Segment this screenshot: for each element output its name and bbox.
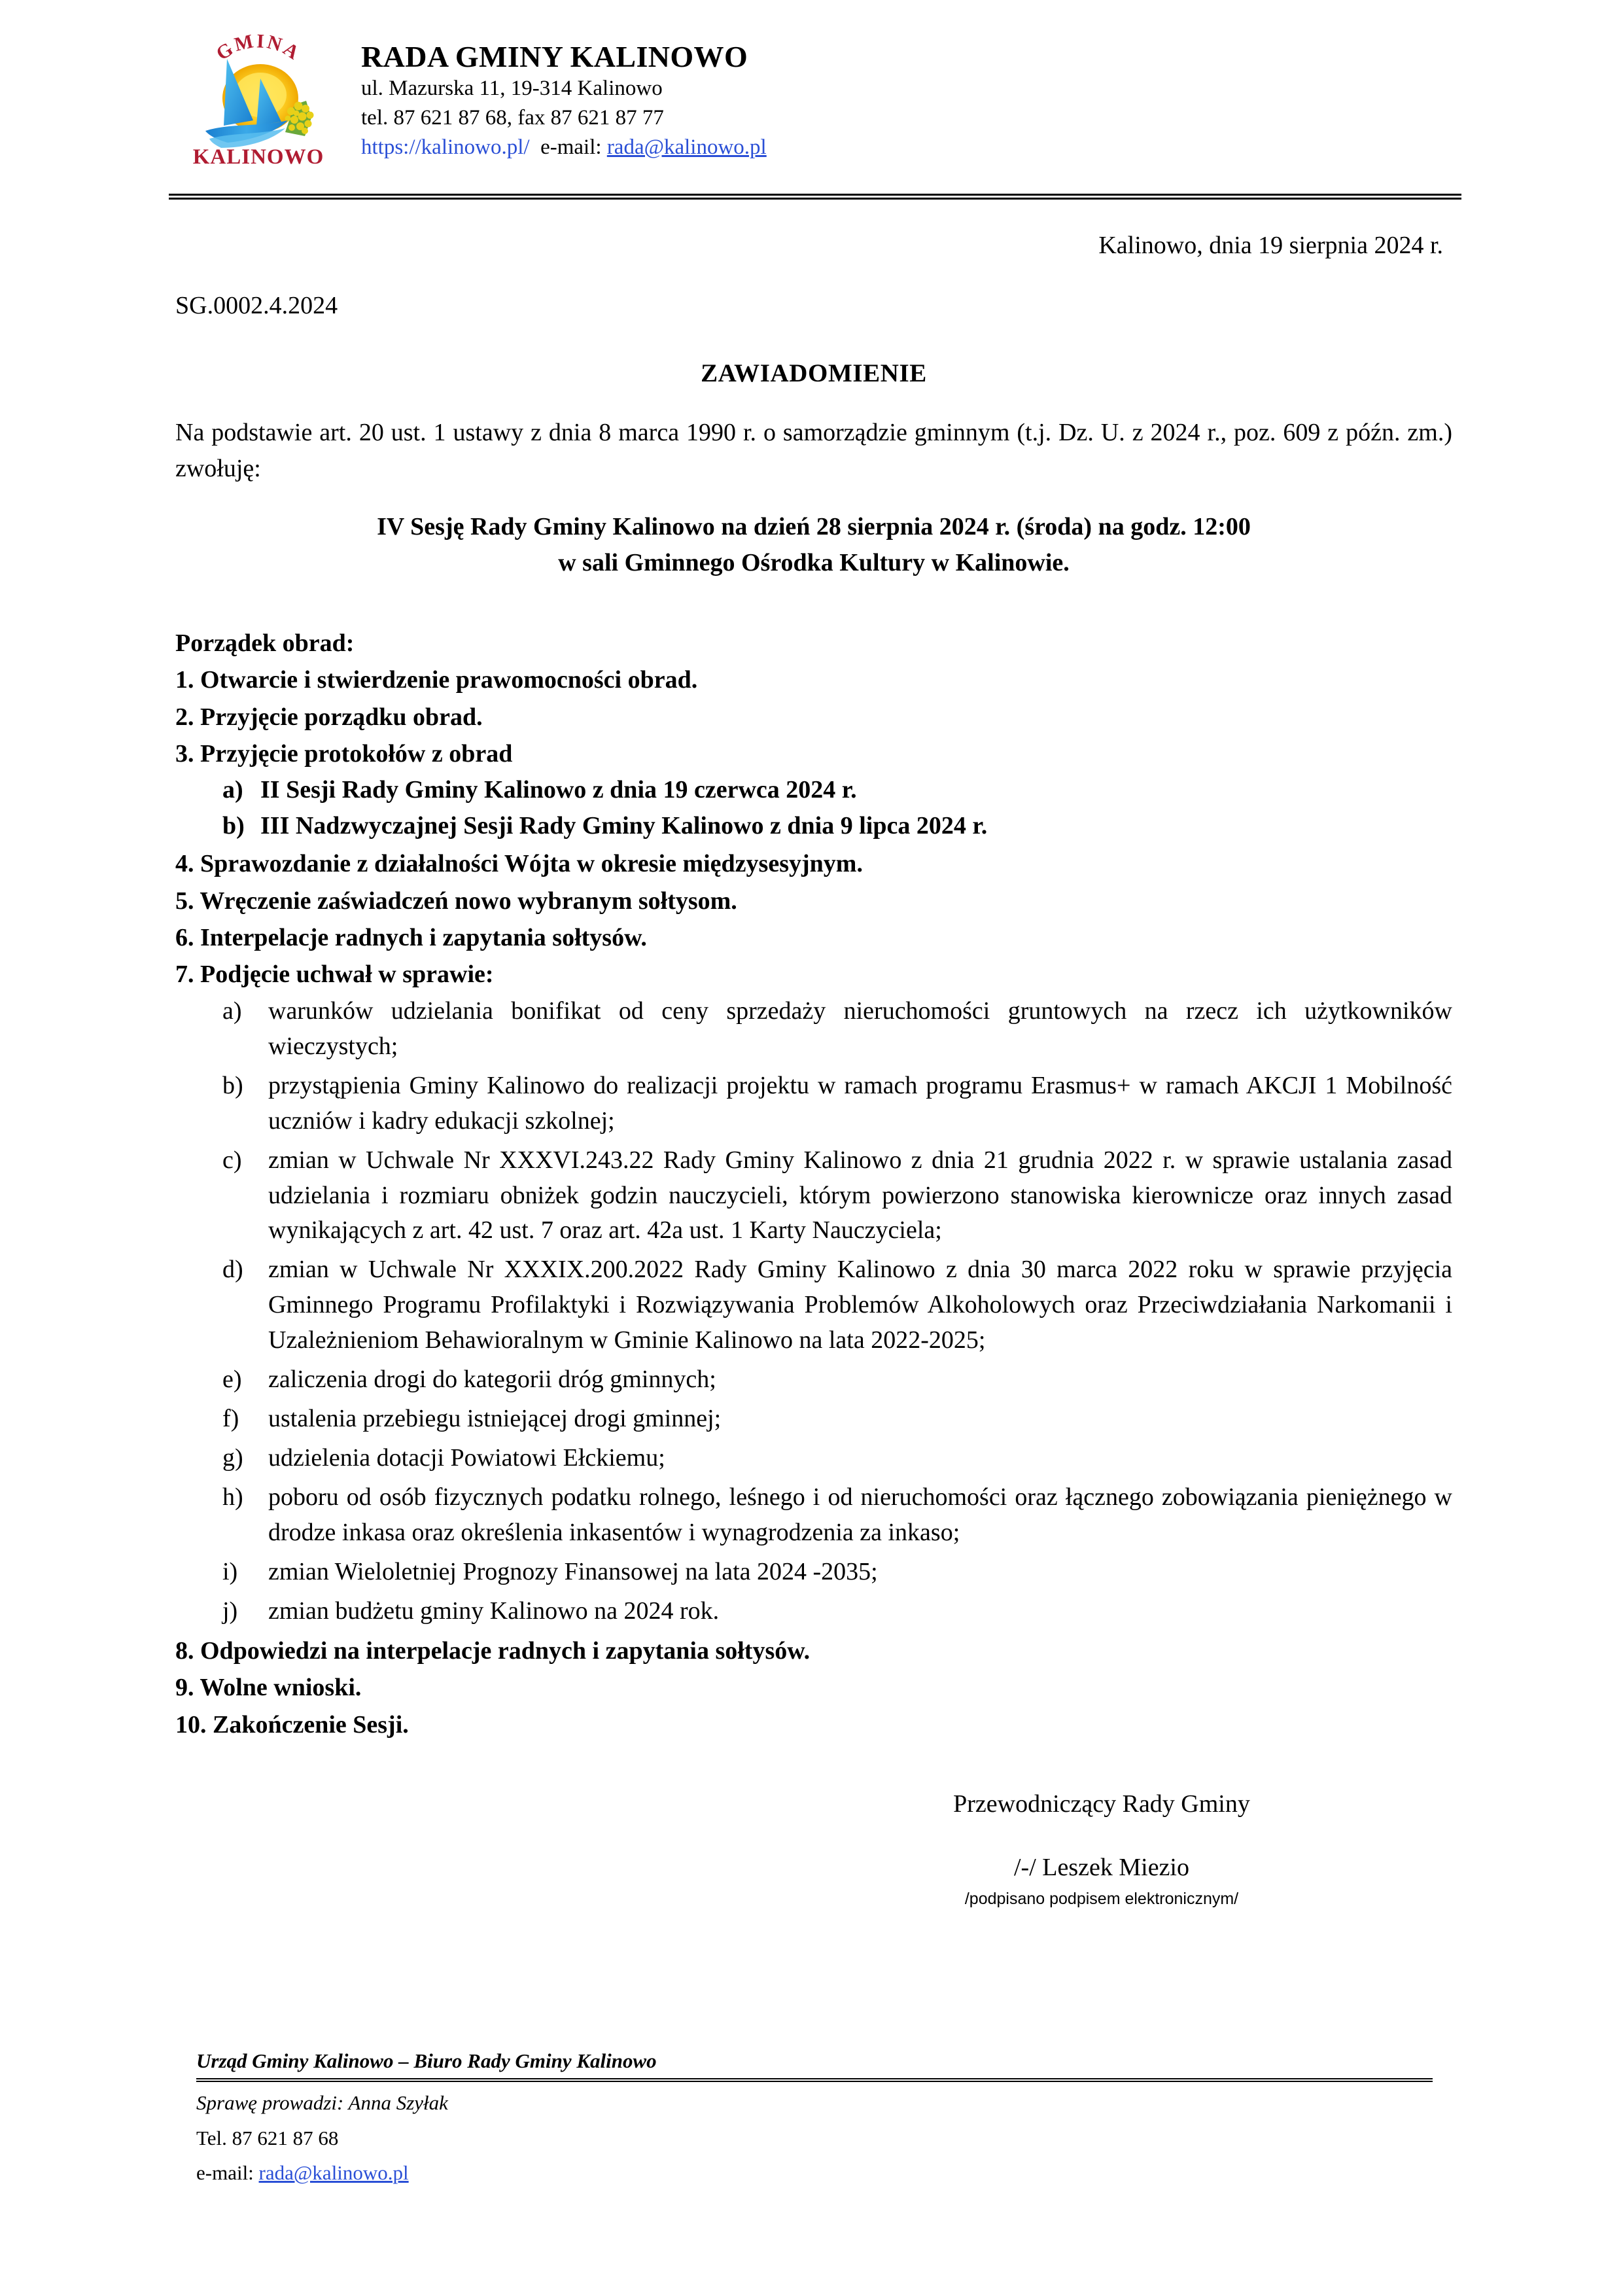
agenda-item-7-subitems	[222, 994, 1452, 1629]
signatory-role: Przewodniczący Rady Gminy	[953, 1790, 1250, 1818]
agenda-item-8: 8. Odpowiedzi na interpelacje radnych i zapytania sołtysów.	[175, 1636, 811, 1665]
email-label: e-mail:	[540, 135, 602, 160]
sub-text: zaliczenia drogi do kategorii dróg gminnych;	[268, 1366, 716, 1394]
session-line-2: w sali Gminnego Ośrodka Kultury w Kalinowie.	[558, 549, 1070, 577]
footer-case-handler: Sprawę prowadzi: Anna Szyłak	[196, 2091, 448, 2115]
letterhead	[175, 0, 1454, 168]
footer-office-name: Urząd Gminy Kalinowo – Biuro Rady Gminy Kalinowo	[196, 2049, 657, 2072]
sub-text: ustalenia przebiegu istniejącej drogi gminnej;	[268, 1405, 722, 1433]
signatory-name: /-/ Leszek Miezio	[1013, 1854, 1189, 1882]
document-footer	[196, 2048, 1452, 2187]
agenda-item-7-sub-a	[222, 994, 1452, 1065]
header-divider	[169, 194, 1461, 200]
agenda-heading: Porządek obrad:	[175, 629, 355, 658]
organization-block	[361, 33, 767, 162]
place-and-date: Kalinowo, dnia 19 sierpnia 2024 r.	[1098, 232, 1443, 259]
sub-text: udzielenia dotacji Powiatowi Ełckiemu;	[268, 1444, 665, 1472]
agenda-item-7-sub-i	[222, 1555, 1452, 1590]
sub-marker: e)	[222, 1366, 242, 1394]
agenda-item-7-sub-f	[222, 1402, 1452, 1437]
agenda-item-3-sub-b	[222, 811, 1452, 842]
organization-address: ul. Mazurska 11, 19-314 Kalinowo	[361, 76, 663, 100]
sub-marker: h)	[222, 1483, 243, 1511]
reference-number: SG.0002.4.2024	[175, 291, 338, 319]
sub-marker: d)	[222, 1256, 243, 1284]
sub-marker: a)	[222, 775, 243, 804]
logo-bottom-text: KALINOWO	[192, 145, 324, 168]
document-title: ZAWIADOMIENIE	[701, 359, 927, 387]
sub-text: przystąpienia Gminy Kalinowo do realizacji projektu w ramach programu Erasmus+ w ramach AKCJI 1 Mobilność uczniów i kadry edukacji szkolnej;	[268, 1071, 1452, 1135]
sub-marker: c)	[222, 1146, 242, 1174]
footer-email-line	[196, 2159, 1452, 2187]
sub-marker: j)	[222, 1597, 238, 1625]
session-announcement	[175, 509, 1452, 581]
agenda-item-7-sub-b	[222, 1069, 1452, 1139]
agenda-item-10: 10. Zakończenie Sesji.	[175, 1710, 409, 1739]
legal-basis-paragraph: Na podstawie art. 20 ust. 1 ustawy z dnia 8 marca 1990 r. o samorządzie gminnym (t.j. Dz. U. z 2024 r., poz. 609 z późn. zm.) zwołuję:	[175, 418, 1452, 482]
logo-top-text: GMINA	[212, 29, 305, 65]
agenda-item-7-sub-g	[222, 1441, 1452, 1476]
sub-text: II Sesji Rady Gminy Kalinowo z dnia 19 czerwca 2024 r.	[260, 775, 857, 804]
sub-marker: b)	[222, 1071, 243, 1099]
gmina-kalinowo-logo	[190, 27, 327, 168]
agenda-item-2: 2. Przyjęcie porządku obrad.	[175, 703, 483, 731]
footer-email-link[interactable]: rada@kalinowo.pl	[258, 2161, 409, 2185]
footer-phone: Tel. 87 621 87 68	[196, 2126, 339, 2149]
agenda-item-3-sub-a	[222, 775, 1452, 806]
electronic-signature-note: /podpisano podpisem elektronicznym/	[964, 1889, 1239, 1908]
sub-marker: b)	[222, 812, 245, 840]
footer-email-label: e-mail:	[196, 2161, 254, 2185]
agenda-item-7-sub-j	[222, 1594, 1452, 1629]
sub-text: warunków udzielania bonifikat od ceny sprzedaży nieruchomości gruntowych na rzecz ich użytkowników wieczystych;	[268, 997, 1452, 1060]
organization-contact-line	[361, 133, 767, 162]
sub-text: zmian Wieloletniej Prognozy Finansowej na lata 2024 -2035;	[268, 1558, 878, 1586]
document-body	[175, 230, 1452, 1909]
session-line-1: IV Sesję Rady Gminy Kalinowo na dzień 28 sierpnia 2024 r. (środa) na godz. 12:00	[377, 512, 1251, 540]
agenda-item-7-sub-e	[222, 1362, 1452, 1398]
agenda-item-7-sub-c	[222, 1143, 1452, 1249]
agenda-item-5: 5. Wręczenie zaświadczeń nowo wybranym sołtysom.	[175, 887, 737, 915]
agenda-item-1: 1. Otwarcie i stwierdzenie prawomocności obrad.	[175, 666, 698, 694]
agenda-item-9: 9. Wolne wnioski.	[175, 1674, 362, 1702]
email-link[interactable]: rada@kalinowo.pl	[606, 135, 767, 160]
agenda-item-4: 4. Sprawozdanie z działalności Wójta w okresie międzysesyjnym.	[175, 850, 863, 878]
sub-text: zmian w Uchwale Nr XXXVI.243.22 Rady Gminy Kalinowo z dnia 21 grudnia 2022 r. w sprawie ustalania zasad udzielania i rozmiaru obniżek godzin nauczycieli, którym powierzono stanowiska kierownicze oraz innych zasad wynikających z art. 42 ust. 7 oraz art. 42a ust. 1 Karty Nauczyciela;	[268, 1146, 1452, 1245]
agenda-item-7: 7. Podjęcie uchwał w sprawie:	[175, 961, 494, 989]
website-link[interactable]: https://kalinowo.pl/	[361, 135, 530, 160]
sub-text: III Nadzwyczajnej Sesji Rady Gminy Kalinowo z dnia 9 lipca 2024 r.	[260, 812, 988, 840]
footer-divider	[196, 2078, 1433, 2082]
sub-text: zmian w Uchwale Nr XXXIX.200.2022 Rady Gminy Kalinowo z dnia 30 marca 2022 roku w sprawie przyjęcia Gminnego Programu Profilaktyki i Rozwiązywania Problemów Alkoholowych oraz Przeciwdziałania Narkomanii i Uzależnieniom Behawioralnym w Gminie Kalinowo na lata 2022-2025;	[268, 1256, 1452, 1354]
organization-name: RADA GMINY KALINOWO	[361, 40, 748, 73]
agenda-item-6: 6. Interpelacje radnych i zapytania sołtysów.	[175, 924, 647, 952]
agenda-item-3-subitems	[222, 775, 1452, 843]
agenda-item-7-sub-h	[222, 1480, 1452, 1551]
sub-marker: g)	[222, 1444, 243, 1472]
sub-text: poboru od osób fizycznych podatku rolnego, leśnego i od nieruchomości oraz łącznego zobowiązania pieniężnego w drodze inkasa oraz określenia inkasentów i wynagrodzenia za inkaso;	[268, 1483, 1452, 1547]
sub-marker: f)	[222, 1405, 239, 1433]
svg-text:GMINA	[213, 30, 305, 65]
agenda-list	[175, 665, 1452, 1740]
sub-marker: i)	[222, 1558, 238, 1586]
agenda-item-7-sub-d	[222, 1252, 1452, 1358]
sub-text: zmian budżetu gminy Kalinowo na 2024 rok.	[268, 1597, 720, 1625]
organization-phones: tel. 87 621 87 68, fax 87 621 87 77	[361, 105, 664, 130]
sub-marker: a)	[222, 997, 242, 1025]
agenda-item-3: 3. Przyjęcie protokołów z obrad	[175, 740, 513, 768]
signature-block	[175, 1788, 1452, 1909]
